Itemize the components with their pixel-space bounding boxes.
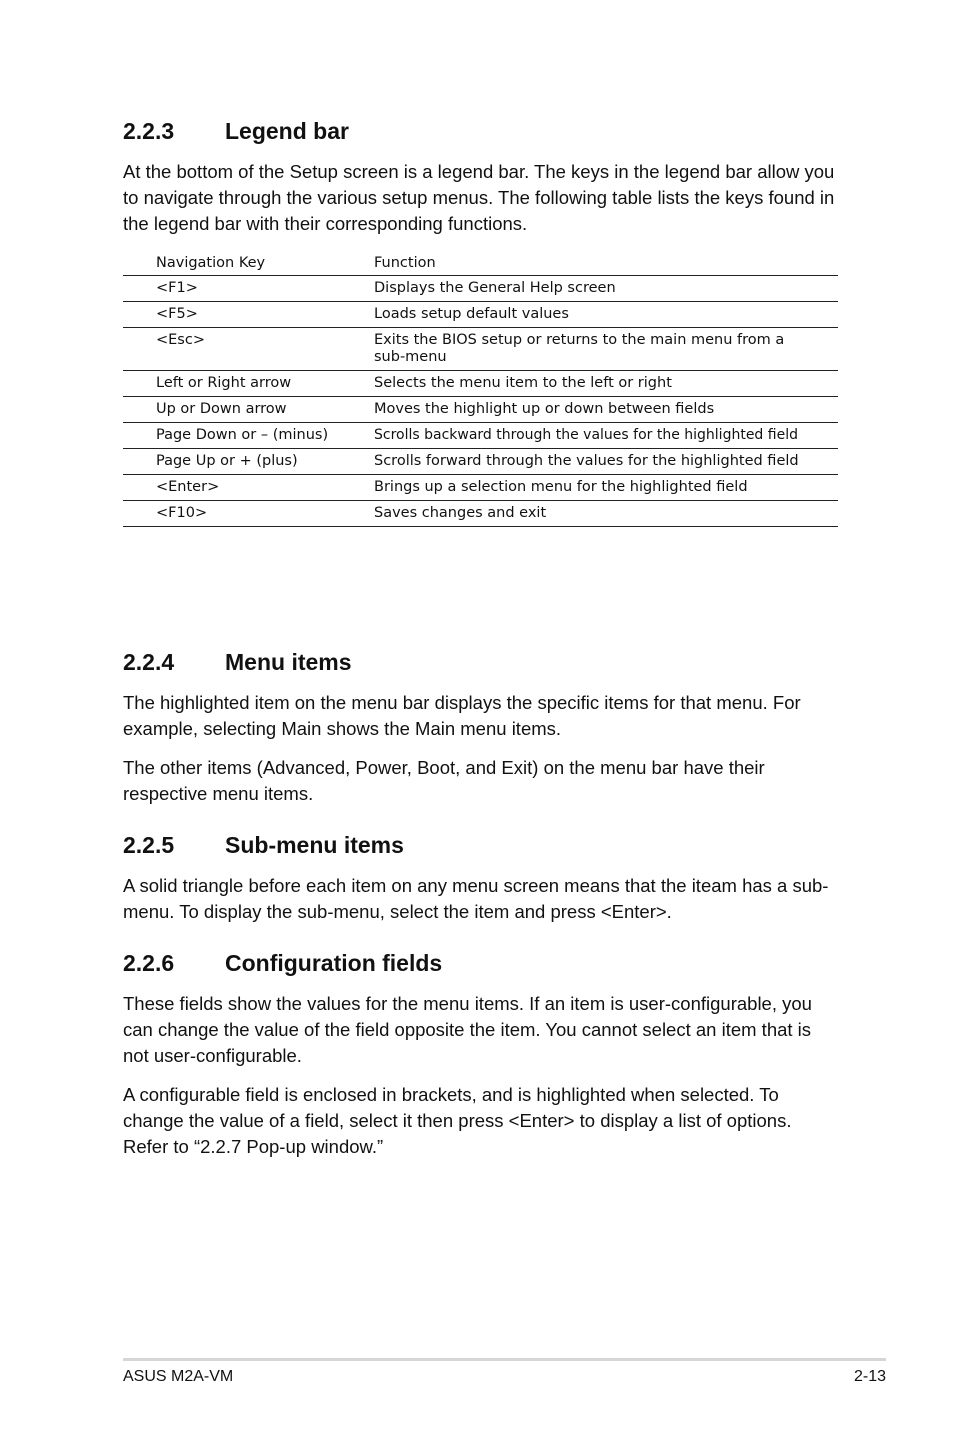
key-cell: <Esc>: [156, 332, 205, 348]
table-row: [123, 328, 838, 371]
footer-page-number: 2-13: [853, 1368, 886, 1385]
table-row: [123, 302, 838, 328]
table-row: [123, 475, 838, 501]
section-number: 2.2.6: [123, 950, 175, 976]
function-cell: Brings up a selection menu for the highlighted field: [374, 479, 748, 495]
legend-table: [123, 251, 838, 527]
section-heading: [123, 950, 838, 977]
table-row: [123, 397, 838, 423]
section-title: Legend bar: [225, 118, 349, 144]
function-cell: Displays the General Help screen: [374, 280, 616, 296]
section-title: Configuration fields: [225, 950, 443, 976]
footer-divider: [123, 1358, 886, 1361]
function-cell: Exits the BIOS setup or returns to the main menu from a sub-menu: [374, 332, 785, 365]
paragraph: A solid triangle before each item on any menu screen means that the iteam has a sub-menu. To display the sub-menu, select the item and press <Enter>.: [123, 875, 829, 922]
table-row: [123, 371, 838, 397]
column-header: Function: [374, 255, 436, 271]
key-cell: Up or Down arrow: [156, 401, 287, 417]
key-cell: <F5>: [156, 306, 198, 322]
key-cell: Left or Right arrow: [156, 375, 292, 391]
section-heading: [123, 649, 838, 676]
column-header: Navigation Key: [156, 255, 266, 271]
table-row: [123, 449, 838, 475]
key-cell: <Enter>: [156, 479, 220, 495]
function-cell: Saves changes and exit: [374, 505, 547, 521]
function-cell: Scrolls backward through the values for the highlighted field: [374, 427, 798, 443]
section-configuration-fields: [123, 950, 838, 1173]
section-number: 2.2.3: [123, 118, 175, 144]
paragraph: These fields show the values for the menu items. If an item is user-configurable, you can change the value of the field opposite the item. You cannot select an item that is not user-configurable.: [123, 993, 812, 1066]
section-heading: [123, 118, 838, 145]
table-row: [123, 423, 838, 449]
paragraph: The other items (Advanced, Power, Boot, and Exit) on the menu bar have their respective menu items.: [123, 757, 765, 804]
footer-product-name: ASUS M2A-VM: [123, 1368, 234, 1385]
paragraph: The highlighted item on the menu bar displays the specific items for that menu. For example, selecting Main shows the Main menu items.: [123, 692, 801, 739]
section-legend-bar: [123, 118, 838, 250]
paragraph: A configurable field is enclosed in brackets, and is highlighted when selected. To change the value of a field, select it then press <Enter> to display a list of options. Refer to “2.2.7 Pop-up window.”: [123, 1084, 792, 1157]
function-cell: Moves the highlight up or down between fields: [374, 401, 715, 417]
section-number: 2.2.5: [123, 832, 175, 858]
key-cell: <F10>: [156, 505, 208, 521]
section-menu-items: [123, 649, 838, 820]
function-cell: Selects the menu item to the left or right: [374, 375, 672, 391]
paragraph: At the bottom of the Setup screen is a legend bar. The keys in the legend bar allow you to navigate through the various setup menus. The following table lists the keys found in the legend bar with their corresponding functions.: [123, 161, 835, 234]
section-number: 2.2.4: [123, 649, 175, 675]
table-row: [123, 276, 838, 302]
table-header-row: [123, 251, 838, 276]
section-heading: [123, 832, 838, 859]
function-cell: Loads setup default values: [374, 306, 569, 322]
section-title: Sub-menu items: [225, 832, 404, 858]
table-row: [123, 501, 838, 527]
key-cell: Page Up or + (plus): [156, 453, 298, 469]
key-cell: Page Down or – (minus): [156, 427, 329, 443]
section-title: Menu items: [225, 649, 352, 675]
function-cell: Scrolls forward through the values for the highlighted field: [374, 453, 799, 469]
section-sub-menu-items: [123, 832, 838, 938]
key-cell: <F1>: [156, 280, 198, 296]
